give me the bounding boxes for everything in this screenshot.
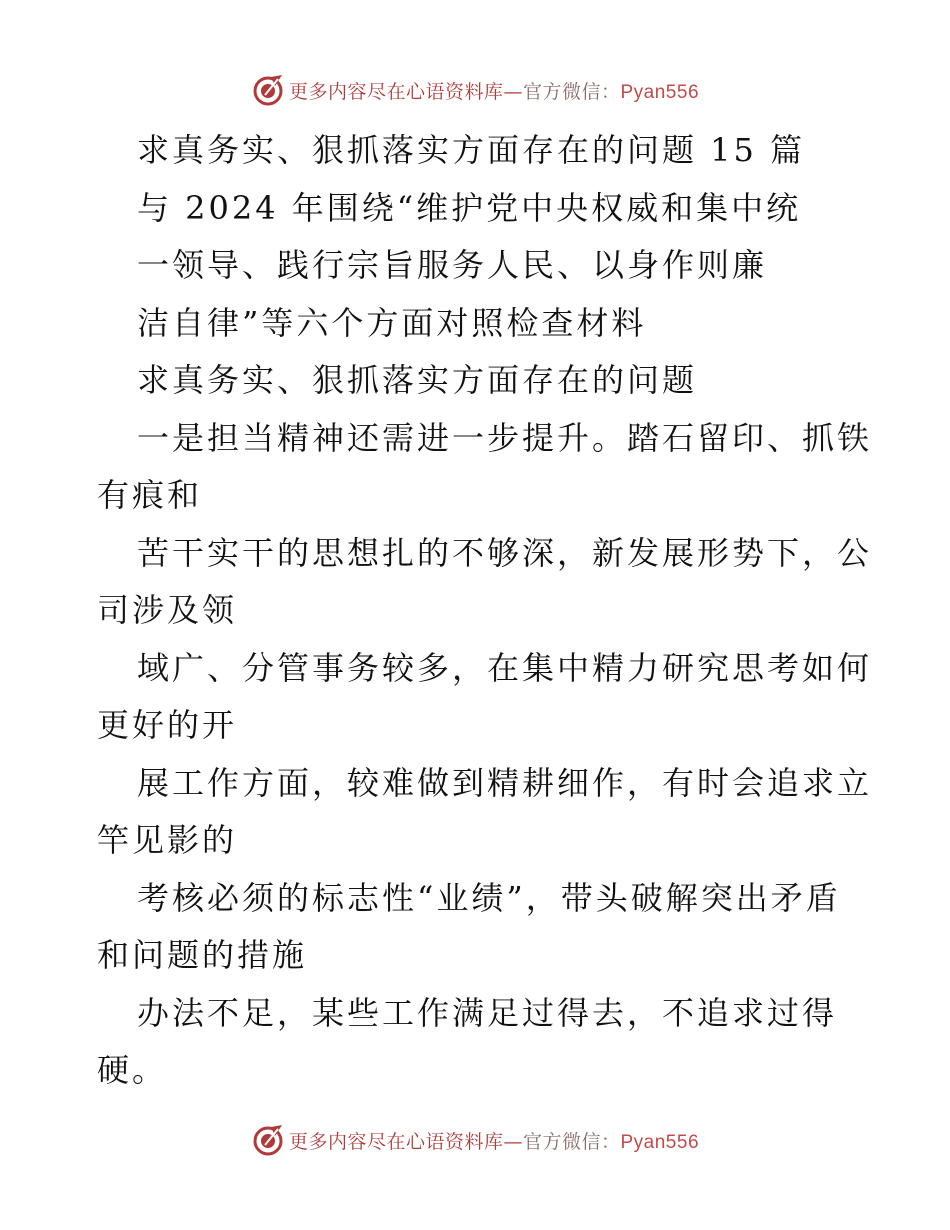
paragraph-line: 展工作方面，较难做到精耕细作，有时会追求立 — [137, 763, 873, 802]
paragraph-line: 一是担当精神还需进一步提升。踏石留印、抓铁 — [137, 418, 873, 457]
paragraph-line: 司涉及领 — [97, 591, 238, 629]
quill-seal-icon — [251, 1123, 285, 1157]
watermark-content — [251, 1123, 699, 1157]
watermark-brand: 更多内容尽在心语资料库 — [288, 80, 504, 103]
paragraph-line: 考核必须的标志性“业绩”，带头破解突出矛盾 — [137, 878, 841, 917]
watermark-label: 官方微信： — [522, 80, 621, 103]
title-line: 求真务实、狠抓落实方面存在的问题 15 篇 — [137, 131, 806, 169]
watermark-text — [289, 1127, 699, 1154]
paragraph-line: 竿见影的 — [97, 821, 238, 859]
watermark-label: 官方微信： — [522, 1130, 621, 1153]
watermark-separator: — — [503, 1130, 523, 1153]
paragraph-line: 更好的开 — [97, 706, 238, 744]
paragraph-line: 和问题的措施 — [97, 936, 308, 974]
title-line: 洁自律”等六个方面对照检查材料 — [137, 303, 647, 342]
watermark-wechat-id: Pyan556 — [620, 81, 700, 103]
watermark-wechat-id: Pyan556 — [620, 1131, 700, 1153]
paragraph-line: 域广、分管事务较多，在集中精力研究思考如何 — [137, 648, 873, 687]
title-line: 一领导、践行宗旨服务人民、以身作则廉 — [137, 246, 768, 284]
document-body — [97, 122, 873, 1100]
watermark-banner-top — [0, 70, 950, 110]
paragraph-line: 硬。 — [97, 1051, 168, 1089]
watermark-text — [289, 77, 699, 104]
watermark-separator: — — [503, 80, 523, 103]
watermark-brand: 更多内容尽在心语资料库 — [288, 1130, 504, 1153]
section-heading: 求真务实、狠抓落实方面存在的问题 — [137, 361, 698, 399]
paragraph-line: 办法不足，某些工作满足过得去，不追求过得 — [137, 993, 838, 1032]
title-line: 与 2024 年围绕“维护党中央权威和集中统 — [137, 188, 802, 227]
paragraph-line: 有痕和 — [97, 476, 203, 514]
quill-seal-icon — [251, 73, 285, 107]
watermark-banner-bottom — [0, 1120, 950, 1160]
watermark-content — [251, 73, 699, 107]
paragraph-line: 苦干实干的思想扎的不够深，新发展形势下，公 — [137, 533, 873, 572]
